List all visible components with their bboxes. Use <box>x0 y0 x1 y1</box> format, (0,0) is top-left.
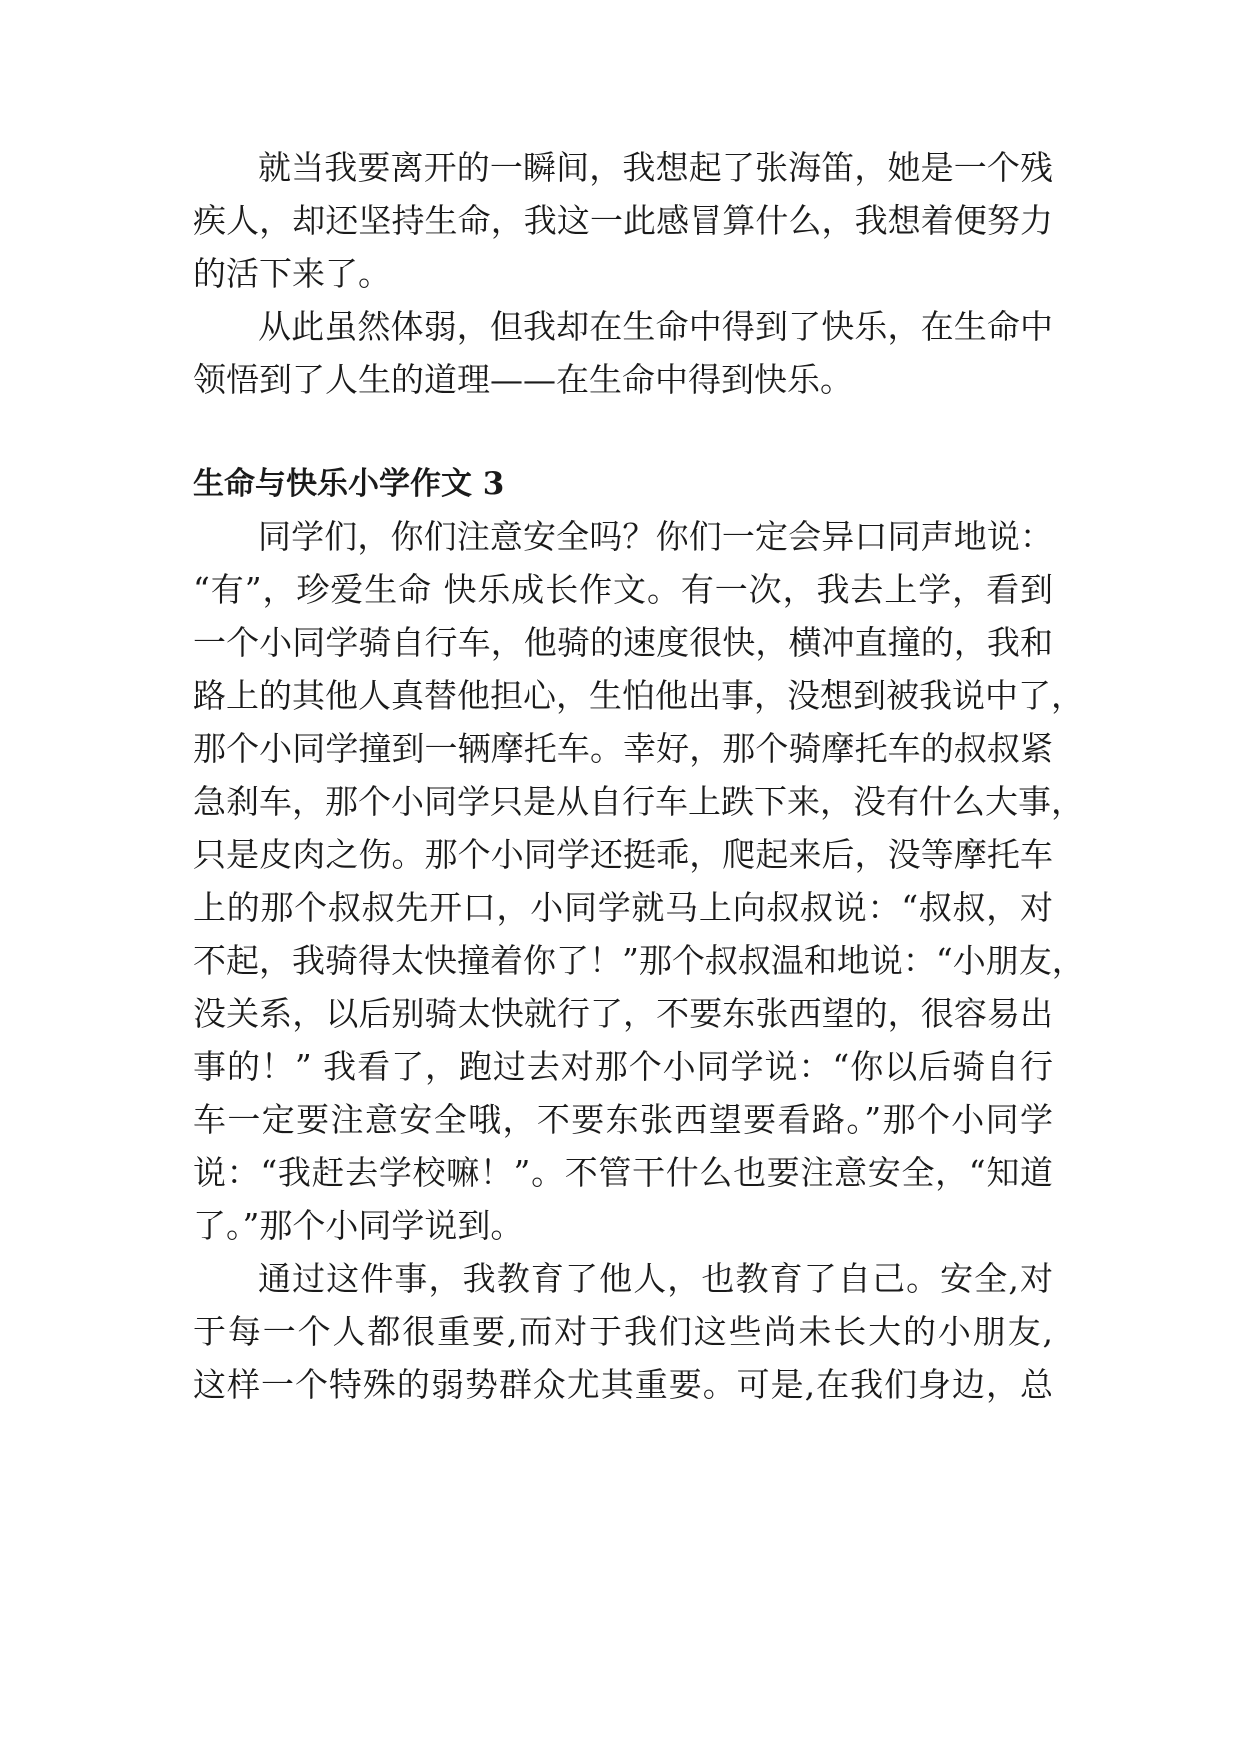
paragraph-line: 了。”那个小同学说到。 <box>193 1206 524 1245</box>
paragraph-line: 事的！” 我看了，跑过去对那个小同学说：“你以后骑自行 <box>193 1047 1053 1086</box>
paragraph-line: 同学们，你们注意安全吗？你们一定会异口同声地说： <box>258 517 1053 556</box>
paragraph-line: 的活下来了。 <box>193 254 391 293</box>
paragraph-line: 通过这件事，我教育了他人，也教育了自己。安全,对 <box>258 1259 1053 1298</box>
section-heading: 生命与快乐小学作文 3 <box>193 466 505 502</box>
paragraph-line: 疾人，却还坚持生命，我这一此感冒算什么，我想着便努力 <box>193 201 1053 240</box>
paragraph-line: “有”，珍爱生命 快乐成长作文。有一次，我去上学，看到 <box>193 570 1053 609</box>
paragraph-line: 上的那个叔叔先开口，小同学就马上向叔叔说：“叔叔，对 <box>193 888 1053 927</box>
paragraph-line: 说：“我赶去学校嘛！”。不管干什么也要注意安全，“知道 <box>193 1153 1053 1192</box>
paragraph-line: 急刹车，那个小同学只是从自行车上跌下来，没有什么大事， <box>193 782 1084 821</box>
paragraph-line: 于每一个人都很重要,而对于我们这些尚未长大的小朋友, <box>193 1312 1053 1351</box>
paragraph-line: 车一定要注意安全哦，不要东张西望要看路。”那个小同学 <box>193 1100 1053 1139</box>
paragraph-line: 一个小同学骑自行车，他骑的速度很快，横冲直撞的，我和 <box>193 623 1053 662</box>
paragraph-line: 只是皮肉之伤。那个小同学还挺乖，爬起来后，没等摩托车 <box>193 835 1053 874</box>
paragraph-line: 没关系，以后别骑太快就行了，不要东张西望的，很容易出 <box>193 994 1053 1033</box>
paragraph-line: 领悟到了人生的道理——在生命中得到快乐。 <box>193 360 853 399</box>
paragraph-line: 那个小同学撞到一辆摩托车。幸好，那个骑摩托车的叔叔紧 <box>193 729 1053 768</box>
paragraph-line: 这样一个特殊的弱势群众尤其重要。可是,在我们身边，总 <box>193 1365 1053 1404</box>
paragraph-line: 不起，我骑得太快撞着你了！”那个叔叔温和地说：“小朋友， <box>193 941 1085 980</box>
paragraph-line: 路上的其他人真替他担心，生怕他出事，没想到被我说中了， <box>193 676 1084 715</box>
paragraph-line: 从此虽然体弱，但我却在生命中得到了快乐，在生命中 <box>258 307 1053 346</box>
paragraph-line: 就当我要离开的一瞬间，我想起了张海笛，她是一个残 <box>258 148 1053 187</box>
